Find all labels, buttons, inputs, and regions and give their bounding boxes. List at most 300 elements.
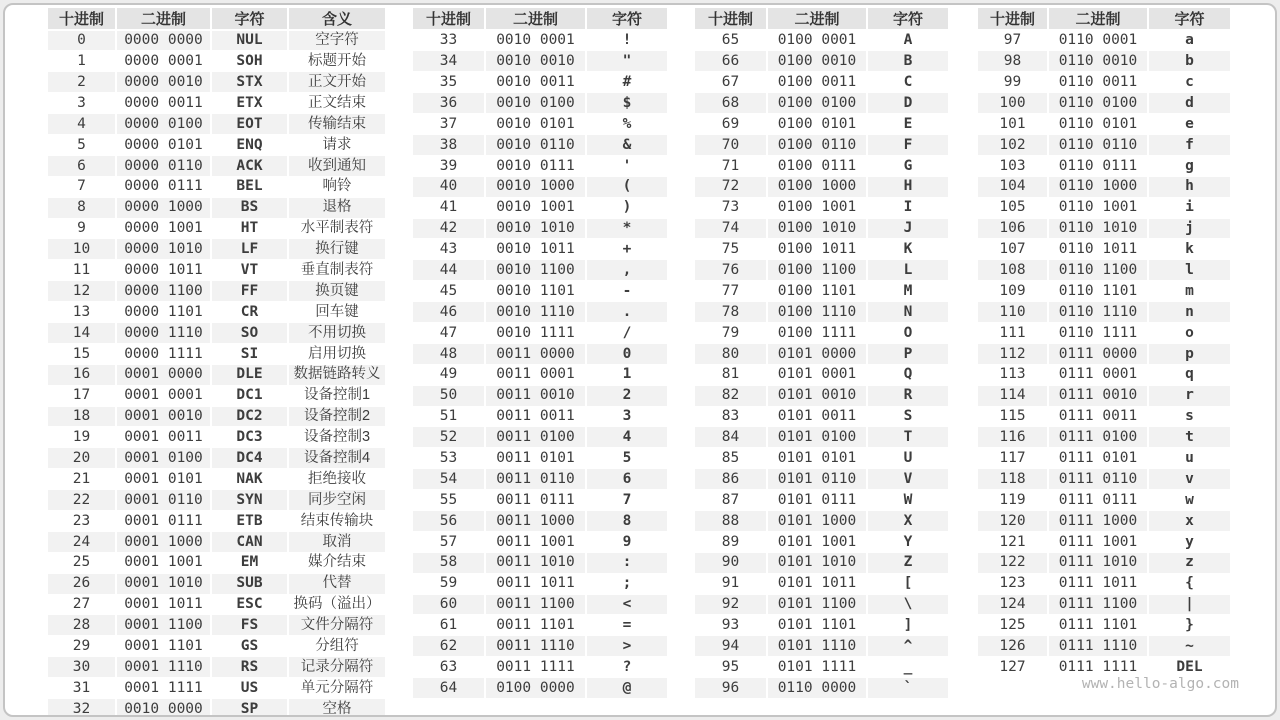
cell-decimal: 108 — [978, 260, 1048, 281]
cell-char: o — [1148, 322, 1230, 343]
cell-decimal: 19 — [48, 427, 116, 448]
column-header-char: 字符 — [211, 8, 288, 30]
ascii-33-64 — [413, 8, 667, 699]
cell-meaning: 拒绝接收 — [288, 469, 385, 490]
cell-char: & — [586, 134, 667, 155]
cell-char: 1 — [586, 364, 667, 385]
cell-char: ACK — [211, 155, 288, 176]
table-row — [48, 636, 385, 657]
table-row — [978, 510, 1230, 531]
table-row — [48, 552, 385, 573]
table-row — [978, 448, 1230, 469]
table-row — [978, 364, 1230, 385]
cell-decimal: 80 — [695, 343, 767, 364]
cell-binary: 0001 1011 — [116, 594, 211, 615]
cell-binary: 0010 0011 — [485, 72, 586, 93]
cell-decimal: 27 — [48, 594, 116, 615]
cell-decimal: 61 — [413, 615, 485, 636]
cell-decimal: 70 — [695, 134, 767, 155]
table-row — [48, 197, 385, 218]
cell-binary: 0001 0001 — [116, 385, 211, 406]
cell-char: g — [1148, 155, 1230, 176]
cell-char: Y — [867, 531, 948, 552]
table-row — [695, 385, 948, 406]
ascii-table-0-32 — [48, 8, 385, 717]
cell-binary: 0001 1101 — [116, 636, 211, 657]
cell-binary: 0001 0010 — [116, 406, 211, 427]
cell-decimal: 75 — [695, 239, 767, 260]
cell-decimal: 127 — [978, 657, 1048, 678]
table-row — [978, 30, 1230, 51]
table-row — [413, 343, 667, 364]
cell-meaning: 同步空闲 — [288, 490, 385, 511]
cell-decimal: 91 — [695, 573, 767, 594]
cell-binary: 0011 0011 — [485, 406, 586, 427]
cell-decimal: 52 — [413, 427, 485, 448]
cell-binary: 0010 1001 — [485, 197, 586, 218]
cell-meaning: 空字符 — [288, 30, 385, 51]
cell-char: N — [867, 302, 948, 323]
cell-char: ENQ — [211, 134, 288, 155]
cell-decimal: 48 — [413, 343, 485, 364]
cell-binary: 0101 1100 — [767, 594, 867, 615]
cell-meaning: 回车键 — [288, 302, 385, 323]
cell-binary: 0110 1110 — [1048, 302, 1148, 323]
cell-decimal: 90 — [695, 552, 767, 573]
cell-binary: 0001 0101 — [116, 469, 211, 490]
cell-char: q — [1148, 364, 1230, 385]
cell-char: m — [1148, 281, 1230, 302]
cell-binary: 0111 0110 — [1048, 469, 1148, 490]
cell-binary: 0000 1111 — [116, 343, 211, 364]
cell-binary: 0000 1010 — [116, 239, 211, 260]
column-header-meaning: 含义 — [288, 8, 385, 30]
cell-char: } — [1148, 615, 1230, 636]
cell-meaning: 传输结束 — [288, 114, 385, 135]
cell-char: Q — [867, 364, 948, 385]
cell-decimal: 92 — [695, 594, 767, 615]
cell-decimal: 59 — [413, 573, 485, 594]
table-row — [48, 260, 385, 281]
table-row — [695, 552, 948, 573]
cell-binary: 0111 1100 — [1048, 594, 1148, 615]
cell-binary: 0011 1111 — [485, 657, 586, 678]
cell-binary: 0000 1001 — [116, 218, 211, 239]
table-row — [48, 531, 385, 552]
cell-char: W — [867, 490, 948, 511]
table-row — [413, 197, 667, 218]
table-row — [48, 93, 385, 114]
cell-char: R — [867, 385, 948, 406]
cell-binary: 0001 1010 — [116, 573, 211, 594]
cell-decimal: 65 — [695, 30, 767, 51]
table-row — [978, 281, 1230, 302]
cell-decimal: 79 — [695, 322, 767, 343]
cell-char: RS — [211, 657, 288, 678]
table-row — [48, 699, 385, 718]
table-row — [978, 469, 1230, 490]
table-row — [695, 134, 948, 155]
table-row — [695, 176, 948, 197]
cell-binary: 0011 1011 — [485, 573, 586, 594]
table-row — [48, 322, 385, 343]
cell-char: | — [1148, 594, 1230, 615]
cell-char: SYN — [211, 490, 288, 511]
cell-decimal: 95 — [695, 657, 767, 678]
cell-binary: 0101 0010 — [767, 385, 867, 406]
table-row — [48, 239, 385, 260]
cell-binary: 0001 0011 — [116, 427, 211, 448]
cell-char: NUL — [211, 30, 288, 51]
table-row — [413, 615, 667, 636]
cell-binary: 0110 1000 — [1048, 176, 1148, 197]
cell-char: VT — [211, 260, 288, 281]
cell-decimal: 24 — [48, 531, 116, 552]
cell-binary: 0110 0101 — [1048, 114, 1148, 135]
cell-decimal: 64 — [413, 678, 485, 699]
cell-decimal: 1 — [48, 51, 116, 72]
table-row — [695, 678, 948, 699]
cell-char: T — [867, 427, 948, 448]
header-row — [978, 8, 1230, 30]
cell-decimal: 122 — [978, 552, 1048, 573]
cell-decimal: 5 — [48, 134, 116, 155]
cell-char: GS — [211, 636, 288, 657]
table-row — [978, 134, 1230, 155]
table-row — [48, 218, 385, 239]
cell-char: % — [586, 114, 667, 135]
cell-char: 2 — [586, 385, 667, 406]
cell-binary: 0110 0010 — [1048, 51, 1148, 72]
column-header-binary: 二进制 — [485, 8, 586, 30]
cell-decimal: 119 — [978, 490, 1048, 511]
cell-decimal: 124 — [978, 594, 1048, 615]
table-row — [695, 114, 948, 135]
cell-binary: 0111 1001 — [1048, 531, 1148, 552]
cell-meaning: 换行键 — [288, 239, 385, 260]
cell-binary: 0110 1111 — [1048, 322, 1148, 343]
cell-char: [ — [867, 573, 948, 594]
cell-char: ! — [586, 30, 667, 51]
table-row — [695, 427, 948, 448]
cell-decimal: 31 — [48, 678, 116, 699]
cell-binary: 0100 0100 — [767, 93, 867, 114]
cell-binary: 0001 1111 — [116, 678, 211, 699]
cell-binary: 0101 0000 — [767, 343, 867, 364]
cell-char: SOH — [211, 51, 288, 72]
cell-decimal: 37 — [413, 114, 485, 135]
cell-char: l — [1148, 260, 1230, 281]
cell-decimal: 3 — [48, 93, 116, 114]
table-row — [978, 531, 1230, 552]
cell-decimal: 0 — [48, 30, 116, 51]
cell-binary: 0010 0110 — [485, 134, 586, 155]
cell-char: I — [867, 197, 948, 218]
cell-char: v — [1148, 469, 1230, 490]
table-row — [978, 552, 1230, 573]
cell-binary: 0100 0000 — [485, 678, 586, 699]
cell-binary: 0110 1100 — [1048, 260, 1148, 281]
header-row — [413, 8, 667, 30]
cell-char: BS — [211, 197, 288, 218]
cell-binary: 0111 1010 — [1048, 552, 1148, 573]
cell-decimal: 44 — [413, 260, 485, 281]
table-row — [413, 218, 667, 239]
cell-decimal: 17 — [48, 385, 116, 406]
cell-char: ESC — [211, 594, 288, 615]
header-row — [48, 8, 385, 30]
table-row — [978, 385, 1230, 406]
cell-decimal: 125 — [978, 615, 1048, 636]
cell-char: n — [1148, 302, 1230, 323]
cell-meaning: 代替 — [288, 573, 385, 594]
table-row — [413, 260, 667, 281]
header-row — [695, 8, 948, 30]
cell-char: = — [586, 615, 667, 636]
cell-meaning: 设备控制2 — [288, 406, 385, 427]
cell-char: w — [1148, 490, 1230, 511]
cell-binary: 0101 0111 — [767, 490, 867, 511]
table-row — [978, 406, 1230, 427]
cell-binary: 0010 0001 — [485, 30, 586, 51]
ascii-65-96 — [695, 8, 948, 699]
column-header-binary: 二进制 — [767, 8, 867, 30]
cell-binary: 0010 1000 — [485, 176, 586, 197]
cell-char: ~ — [1148, 636, 1230, 657]
cell-char: HT — [211, 218, 288, 239]
cell-binary: 0100 0110 — [767, 134, 867, 155]
ascii-table-page — [3, 3, 1277, 717]
table-row — [695, 594, 948, 615]
cell-meaning: 响铃 — [288, 176, 385, 197]
cell-char: 0 — [586, 343, 667, 364]
table-row — [695, 30, 948, 51]
cell-binary: 0100 0111 — [767, 155, 867, 176]
cell-char: DC4 — [211, 448, 288, 469]
table-row — [48, 155, 385, 176]
cell-decimal: 40 — [413, 176, 485, 197]
table-row — [413, 302, 667, 323]
cell-decimal: 97 — [978, 30, 1048, 51]
cell-binary: 0011 1000 — [485, 510, 586, 531]
table-row — [695, 302, 948, 323]
cell-binary: 0110 0011 — [1048, 72, 1148, 93]
cell-binary: 0001 0111 — [116, 510, 211, 531]
cell-decimal: 120 — [978, 510, 1048, 531]
cell-binary: 0100 1000 — [767, 176, 867, 197]
cell-char: @ — [586, 678, 667, 699]
table-row — [978, 155, 1230, 176]
cell-decimal: 82 — [695, 385, 767, 406]
cell-meaning: 换码（溢出） — [288, 594, 385, 615]
cell-decimal: 117 — [978, 448, 1048, 469]
cell-char: SO — [211, 322, 288, 343]
cell-char: < — [586, 594, 667, 615]
cell-decimal: 98 — [978, 51, 1048, 72]
table-row — [48, 594, 385, 615]
cell-decimal: 69 — [695, 114, 767, 135]
cell-binary: 0011 0100 — [485, 427, 586, 448]
cell-meaning: 启用切换 — [288, 343, 385, 364]
cell-char: h — [1148, 176, 1230, 197]
column-header-char: 字符 — [586, 8, 667, 30]
cell-char: + — [586, 239, 667, 260]
cell-char: Z — [867, 552, 948, 573]
table-row — [48, 343, 385, 364]
table-row — [695, 573, 948, 594]
cell-decimal: 57 — [413, 531, 485, 552]
cell-binary: 0010 0100 — [485, 93, 586, 114]
table-row — [978, 490, 1230, 511]
cell-binary: 0000 0100 — [116, 114, 211, 135]
cell-binary: 0001 1000 — [116, 531, 211, 552]
table-row — [695, 510, 948, 531]
cell-binary: 0000 0000 — [116, 30, 211, 51]
cell-binary: 0000 0111 — [116, 176, 211, 197]
table-row — [695, 51, 948, 72]
cell-decimal: 113 — [978, 364, 1048, 385]
cell-char: r — [1148, 385, 1230, 406]
table-row — [48, 114, 385, 135]
cell-char: ( — [586, 176, 667, 197]
cell-decimal: 6 — [48, 155, 116, 176]
cell-decimal: 105 — [978, 197, 1048, 218]
table-row — [978, 176, 1230, 197]
cell-decimal: 21 — [48, 469, 116, 490]
cell-char: CAN — [211, 531, 288, 552]
table-row — [48, 427, 385, 448]
cell-decimal: 32 — [48, 699, 116, 718]
cell-char: ; — [586, 573, 667, 594]
cell-decimal: 13 — [48, 302, 116, 323]
table-row — [413, 657, 667, 678]
cell-char: F — [867, 134, 948, 155]
cell-decimal: 99 — [978, 72, 1048, 93]
cell-meaning: 正文开始 — [288, 72, 385, 93]
table-row — [978, 302, 1230, 323]
cell-char: 3 — [586, 406, 667, 427]
ascii-table-97-127 — [978, 8, 1230, 678]
cell-decimal: 35 — [413, 72, 485, 93]
column-header-decimal: 十进制 — [695, 8, 767, 30]
cell-meaning: 不用切换 — [288, 322, 385, 343]
cell-binary: 0100 1010 — [767, 218, 867, 239]
cell-meaning: 结束传输块 — [288, 510, 385, 531]
cell-binary: 0110 1010 — [1048, 218, 1148, 239]
cell-binary: 0000 0011 — [116, 93, 211, 114]
cell-char: c — [1148, 72, 1230, 93]
cell-meaning: 设备控制3 — [288, 427, 385, 448]
ascii-table-33-64 — [413, 8, 667, 699]
cell-binary: 0110 1101 — [1048, 281, 1148, 302]
cell-decimal: 38 — [413, 134, 485, 155]
table-row — [695, 322, 948, 343]
cell-binary: 0111 1110 — [1048, 636, 1148, 657]
table-row — [413, 406, 667, 427]
cell-decimal: 109 — [978, 281, 1048, 302]
table-row — [695, 218, 948, 239]
table-row — [978, 322, 1230, 343]
cell-decimal: 74 — [695, 218, 767, 239]
table-row — [413, 322, 667, 343]
cell-char: j — [1148, 218, 1230, 239]
table-row — [695, 239, 948, 260]
cell-char: E — [867, 114, 948, 135]
cell-char: X — [867, 510, 948, 531]
table-row — [413, 469, 667, 490]
cell-decimal: 23 — [48, 510, 116, 531]
cell-decimal: 72 — [695, 176, 767, 197]
cell-binary: 0011 0111 — [485, 490, 586, 511]
cell-decimal: 77 — [695, 281, 767, 302]
cell-decimal: 8 — [48, 197, 116, 218]
cell-meaning: 垂直制表符 — [288, 260, 385, 281]
cell-binary: 0000 1011 — [116, 260, 211, 281]
cell-char: f — [1148, 134, 1230, 155]
table-row — [413, 490, 667, 511]
cell-char: ' — [586, 155, 667, 176]
cell-char: V — [867, 469, 948, 490]
cell-binary: 0111 1101 — [1048, 615, 1148, 636]
cell-binary: 0011 1001 — [485, 531, 586, 552]
cell-char: 7 — [586, 490, 667, 511]
cell-binary: 0111 0000 — [1048, 343, 1148, 364]
column-header-char: 字符 — [1148, 8, 1230, 30]
cell-decimal: 43 — [413, 239, 485, 260]
cell-binary: 0010 1100 — [485, 260, 586, 281]
cell-meaning: 收到通知 — [288, 155, 385, 176]
cell-char: ETX — [211, 93, 288, 114]
cell-char: ? — [586, 657, 667, 678]
cell-meaning: 正文结束 — [288, 93, 385, 114]
cell-binary: 0101 1111 — [767, 657, 867, 678]
cell-decimal: 73 — [695, 197, 767, 218]
table-row — [48, 448, 385, 469]
cell-decimal: 123 — [978, 573, 1048, 594]
cell-char: ` — [867, 678, 948, 699]
cell-decimal: 14 — [48, 322, 116, 343]
table-row — [695, 615, 948, 636]
cell-decimal: 18 — [48, 406, 116, 427]
cell-binary: 0101 0100 — [767, 427, 867, 448]
cell-char: : — [586, 552, 667, 573]
cell-decimal: 63 — [413, 657, 485, 678]
cell-char: " — [586, 51, 667, 72]
cell-char: 8 — [586, 510, 667, 531]
cell-char: B — [867, 51, 948, 72]
table-row — [48, 281, 385, 302]
cell-char: SI — [211, 343, 288, 364]
cell-binary: 0000 0010 — [116, 72, 211, 93]
cell-char: EM — [211, 552, 288, 573]
cell-binary: 0010 1111 — [485, 322, 586, 343]
table-row — [413, 636, 667, 657]
cell-decimal: 12 — [48, 281, 116, 302]
cell-char: 6 — [586, 469, 667, 490]
cell-char: LF — [211, 239, 288, 260]
table-row — [695, 469, 948, 490]
cell-binary: 0110 1011 — [1048, 239, 1148, 260]
table-row — [978, 239, 1230, 260]
cell-decimal: 96 — [695, 678, 767, 699]
cell-binary: 0111 0111 — [1048, 490, 1148, 511]
cell-binary: 0100 1101 — [767, 281, 867, 302]
table-row — [413, 239, 667, 260]
table-row — [413, 448, 667, 469]
cell-decimal: 94 — [695, 636, 767, 657]
cell-binary: 0010 0000 — [116, 699, 211, 718]
table-row — [695, 72, 948, 93]
